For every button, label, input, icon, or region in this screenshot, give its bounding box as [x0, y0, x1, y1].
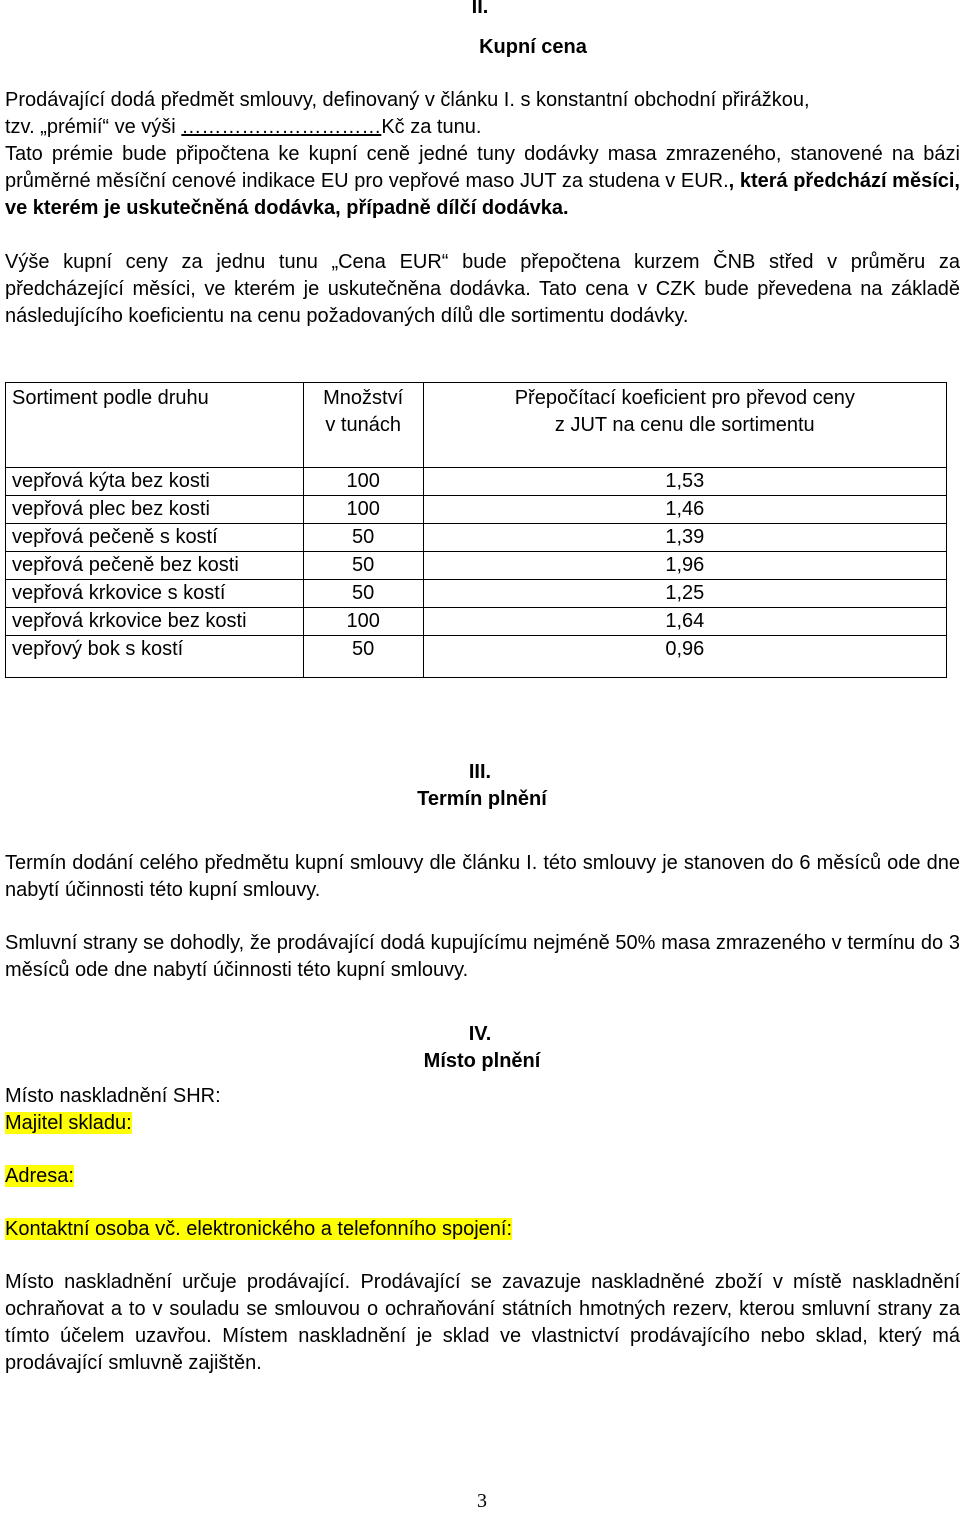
address-label: Adresa:: [5, 1165, 74, 1187]
place-label: Místo naskladnění SHR:: [5, 1085, 221, 1107]
section-number: II.: [471, 0, 489, 18]
paragraph: [5, 87, 960, 222]
table-row: [6, 496, 947, 524]
table-row: [6, 580, 947, 608]
section-title: Kupní cena: [479, 36, 587, 58]
contact-line: [5, 1216, 512, 1243]
table-cell: vepřová plec bez kosti: [6, 496, 304, 524]
contact-label: Kontaktní osoba vč. elektronického a telefonního spojení:: [5, 1218, 513, 1240]
section-number: IV.: [468, 1023, 492, 1045]
table-row: [6, 524, 947, 552]
owner-label: Majitel skladu:: [5, 1112, 132, 1134]
paragraph: Výše kupní ceny za jednu tunu „Cena EUR“ bude přepočtena kurzem ČNB střed v průměru za předcházející měsíci, ve kterém je uskutečněna dodávka. Tato cena v CZK bude převedena na základě následujícího koeficientu na cenu požadovaných dílů dle sortimentu dodávky.: [5, 251, 960, 327]
table-cell: 0,96: [423, 636, 946, 678]
text-line: [5, 114, 960, 141]
sortiment-table: [5, 382, 947, 678]
table-cell: vepřová pečeně s kostí: [6, 524, 304, 552]
table-cell: 1,53: [423, 468, 946, 496]
dotted-blank: …………………………: [181, 116, 382, 138]
table-row: [6, 468, 947, 496]
paragraph: Termín dodání celého předmětu kupní smlouvy dle článku I. této smlouvy je stanoven do 6 měsíců ode dne nabytí účinnosti této kupní smlouvy.: [5, 852, 960, 901]
table-cell: vepřová krkovice s kostí: [6, 580, 304, 608]
text: Tato prémie bude připočtena ke kupní ceně jedné tuny dodávky masa zmrazeného, stanovené na bázi průměrné měsíční cenové indikace EU pro vepřové maso JUT za studena v EUR.: [5, 143, 960, 192]
address-line: [5, 1163, 74, 1190]
table-cell: vepřová pečeně bez kosti: [6, 552, 304, 580]
table-cell: 1,64: [423, 608, 946, 636]
table-cell: 100: [303, 468, 423, 496]
table-row: [6, 636, 947, 678]
text: Kč za tunu.: [381, 116, 482, 138]
column-header: Množství v tunách: [303, 383, 423, 468]
owner-line: [5, 1110, 132, 1137]
table-cell: 50: [303, 636, 423, 678]
section-title: Termín plnění: [417, 788, 547, 810]
paragraph: Smluvní strany se dohodly, že prodávající dodá kupujícímu nejméně 50% masa zmrazeného v termínu do 3 měsíců ode dne nabytí účinnosti této kupní smlouvy.: [5, 932, 960, 981]
table-cell: 50: [303, 524, 423, 552]
table-row: [6, 608, 947, 636]
text-bold: , která předchází měsíci, ve kterém je uskutečněná dodávka, případně dílčí dodávka.: [5, 170, 960, 219]
section-number: III.: [468, 761, 492, 783]
table-row: [6, 552, 947, 580]
table-header-row: [6, 383, 947, 468]
column-header: Přepočítací koeficient pro převod ceny z JUT na cenu dle sortimentu: [423, 383, 946, 468]
section-title: Místo plnění: [423, 1050, 541, 1072]
table-cell: 1,39: [423, 524, 946, 552]
table-cell: 50: [303, 552, 423, 580]
table-cell: vepřový bok s kostí: [6, 636, 304, 678]
text-line: Prodávající dodá předmět smlouvy, definovaný v článku I. s konstantní obchodní přirážkou,: [5, 89, 810, 111]
table-cell: vepřová kýta bez kosti: [6, 468, 304, 496]
table-cell: 1,25: [423, 580, 946, 608]
text-block: [5, 141, 960, 222]
table-cell: 100: [303, 496, 423, 524]
page-number: 3: [477, 1490, 487, 1512]
table-cell: 1,96: [423, 552, 946, 580]
table-cell: 100: [303, 608, 423, 636]
table-cell: 50: [303, 580, 423, 608]
paragraph: Místo naskladnění určuje prodávající. Prodávající se zavazuje naskladněné zboží v místě naskladnění ochraňovat a to v souladu se smlouvou o ochraňování státních hmotných rezerv, kterou smluvní strany za tímto účelem uzavřou. Místem naskladnění je sklad ve vlastnictví prodávajícího nebo sklad, který má prodávající smluvně zajištěn.: [5, 1271, 960, 1374]
table-cell: 1,46: [423, 496, 946, 524]
column-header: Sortiment podle druhu: [6, 383, 304, 468]
table-cell: vepřová krkovice bez kosti: [6, 608, 304, 636]
text: tzv. „prémií“ ve výši: [5, 116, 182, 138]
